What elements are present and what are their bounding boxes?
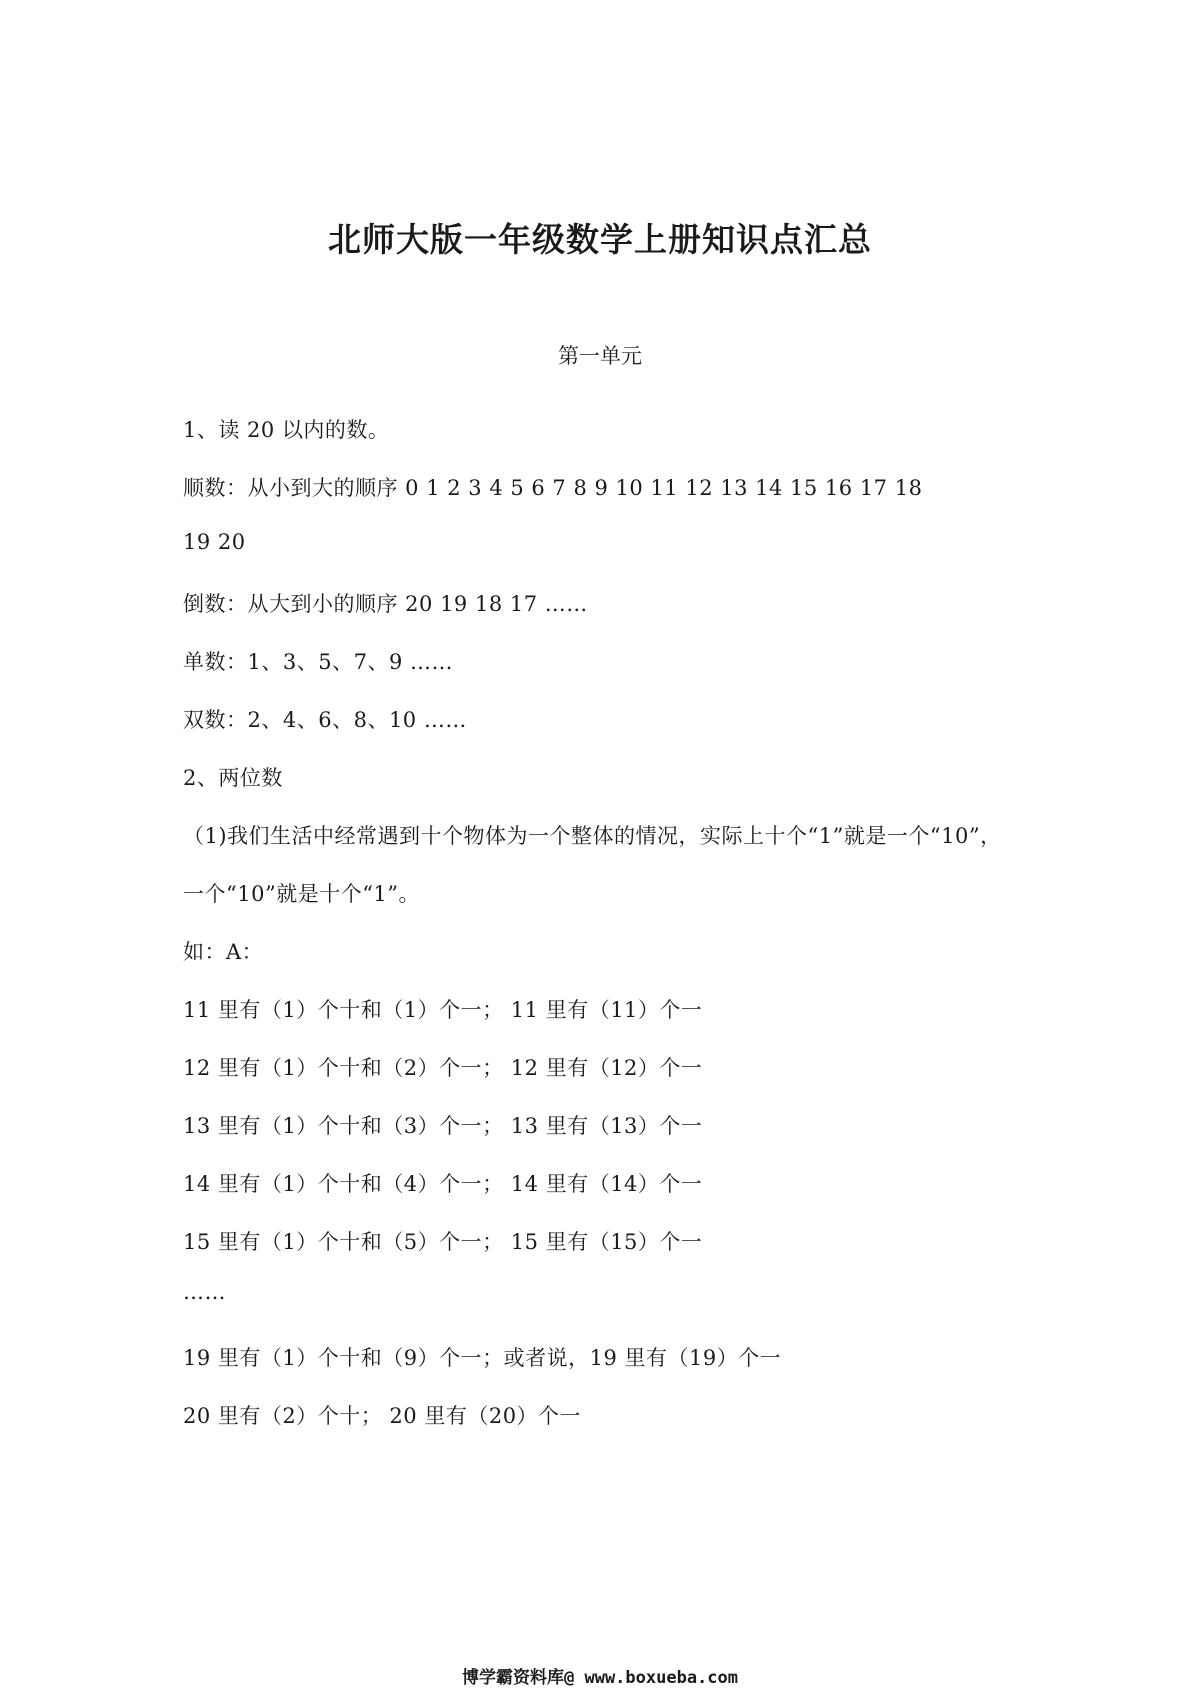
paragraph-line: 一个“10”就是十个“1”。 bbox=[183, 882, 421, 906]
example-line: 15 里有（1）个十和（5）个一； 15 里有（15）个一 bbox=[183, 1230, 703, 1254]
section-2-heading: 2、两位数 bbox=[183, 766, 283, 790]
descending-order-line: 倒数：从大到小的顺序 20 19 18 17 …… bbox=[183, 592, 588, 616]
unit-heading: 第一单元 bbox=[558, 344, 642, 368]
example-line: 13 里有（1）个十和（3）个一； 13 里有（13）个一 bbox=[183, 1114, 703, 1138]
example-line: 14 里有（1）个十和（4）个一； 14 里有（14）个一 bbox=[183, 1172, 703, 1196]
paragraph-line: （1)我们生活中经常遇到十个物体为一个整体的情况，实际上十个“1”就是一个“10”， bbox=[183, 824, 1002, 848]
even-numbers-line: 双数：2、4、6、8、10 …… bbox=[183, 708, 467, 732]
ellipsis-line: …… bbox=[183, 1280, 226, 1304]
document-title: 北师大版一年级数学上册知识点汇总 bbox=[328, 220, 872, 259]
example-line: 19 里有（1）个十和（9）个一；或者说，19 里有（19）个一 bbox=[183, 1346, 782, 1370]
ascending-order-continued: 19 20 bbox=[183, 530, 246, 554]
example-line: 11 里有（1）个十和（1）个一； 11 里有（11）个一 bbox=[183, 998, 703, 1022]
example-line: 12 里有（1）个十和（2）个一； 12 里有（12）个一 bbox=[183, 1056, 703, 1080]
section-1-heading: 1、读 20 以内的数。 bbox=[183, 418, 390, 442]
footer-watermark: 博学霸资料库@ www.boxueba.com bbox=[462, 1668, 738, 1688]
example-label: 如：A： bbox=[183, 940, 264, 964]
example-line: 20 里有（2）个十； 20 里有（20）个一 bbox=[183, 1404, 582, 1428]
odd-numbers-line: 单数：1、3、5、7、9 …… bbox=[183, 650, 453, 674]
ascending-order-line: 顺数：从小到大的顺序 0 1 2 3 4 5 6 7 8 9 10 11 12 13 14 15 16 17 18 bbox=[183, 476, 923, 500]
